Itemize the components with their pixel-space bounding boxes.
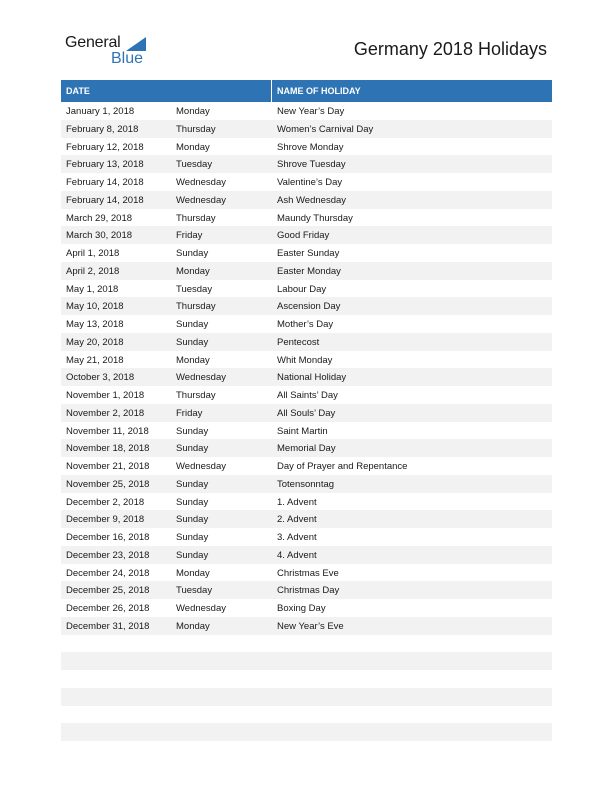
table-row: [61, 120, 552, 138]
cell-holiday-name: Labour Day: [277, 283, 327, 295]
cell-holiday-name: Whit Monday: [277, 354, 333, 366]
cell-date: May 21, 2018: [66, 354, 124, 366]
cell-holiday-name: Good Friday: [277, 230, 330, 242]
cell-date: March 30, 2018: [66, 230, 133, 242]
cell-holiday-name: Maundy Thursday: [277, 212, 353, 224]
cell-weekday: Sunday: [176, 425, 209, 437]
table-row: [61, 670, 552, 688]
cell-holiday-name: Christmas Day: [277, 585, 340, 597]
table-row: [61, 457, 552, 475]
table-row: [61, 617, 552, 635]
cell-holiday-name: Totensonntag: [277, 478, 335, 490]
cell-weekday: Thursday: [176, 390, 216, 401]
cell-date: November 25, 2018: [66, 478, 150, 490]
table-row: [61, 688, 552, 706]
cell-weekday: Sunday: [176, 319, 209, 330]
cell-holiday-name: Memorial Day: [277, 443, 336, 455]
table-row: [61, 475, 552, 493]
cell-holiday-name: All Souls’ Day: [277, 407, 336, 419]
table-row: [61, 386, 552, 404]
cell-holiday-name: Valentine’s Day: [277, 177, 343, 188]
cell-date: February 13, 2018: [66, 159, 144, 171]
header-date: DATE: [66, 86, 90, 96]
logo-word-blue: Blue: [111, 50, 144, 67]
table-row: [61, 138, 552, 156]
table-row: [61, 262, 552, 280]
cell-weekday: Sunday: [176, 514, 209, 526]
cell-weekday: Sunday: [176, 549, 209, 561]
cell-weekday: Sunday: [176, 478, 209, 490]
cell-holiday-name: Ascension Day: [277, 301, 341, 313]
table-row: [61, 510, 552, 528]
cell-weekday: Monday: [176, 567, 210, 579]
cell-weekday: Wednesday: [176, 372, 226, 384]
table-row: [61, 297, 552, 315]
table-row: [61, 155, 552, 173]
table-row: [61, 333, 552, 351]
cell-holiday-name: Saint Martin: [277, 425, 328, 437]
cell-holiday-name: Ash Wednesday: [277, 194, 347, 206]
cell-weekday: Thursday: [176, 212, 216, 224]
cell-holiday-name: Shrove Tuesday: [277, 159, 346, 171]
table-row: [61, 493, 552, 511]
cell-holiday-name: Easter Sunday: [277, 248, 340, 259]
cell-weekday: Friday: [176, 230, 203, 242]
table-row: [61, 226, 552, 244]
cell-weekday: Wednesday: [176, 603, 226, 614]
cell-date: May 10, 2018: [66, 301, 124, 313]
cell-holiday-name: 1. Advent: [277, 496, 317, 508]
table-row: [61, 652, 552, 670]
cell-holiday-name: National Holiday: [277, 372, 347, 384]
cell-date: December 26, 2018: [66, 603, 150, 614]
cell-weekday: Sunday: [176, 443, 209, 455]
cell-weekday: Sunday: [176, 532, 209, 543]
cell-holiday-name: New Year’s Day: [277, 106, 345, 117]
cell-date: May 20, 2018: [66, 336, 124, 348]
cell-holiday-name: All Saints’ Day: [277, 390, 338, 401]
cell-date: December 9, 2018: [66, 514, 145, 526]
table-row: [61, 564, 552, 582]
table-row: [61, 528, 552, 546]
table-row: [61, 280, 552, 298]
cell-weekday: Tuesday: [176, 159, 213, 171]
cell-holiday-name: New Year’s Eve: [277, 620, 344, 632]
cell-date: February 14, 2018: [66, 194, 144, 206]
holiday-table: [61, 80, 552, 741]
table-row: [61, 315, 552, 333]
cell-holiday-name: Women’s Carnival Day: [277, 123, 374, 135]
cell-date: December 16, 2018: [66, 532, 150, 543]
cell-holiday-name: Mother’s Day: [277, 319, 334, 330]
cell-holiday-name: 4. Advent: [277, 549, 317, 561]
cell-weekday: Monday: [176, 354, 210, 366]
logo-word-general: General: [65, 34, 121, 51]
cell-date: February 14, 2018: [66, 177, 144, 188]
cell-holiday-name: 3. Advent: [277, 532, 317, 543]
cell-holiday-name: Easter Monday: [277, 265, 341, 277]
cell-weekday: Wednesday: [176, 461, 226, 472]
cell-date: November 11, 2018: [66, 425, 149, 437]
cell-holiday-name: 2. Advent: [277, 514, 317, 526]
table-row: [61, 191, 552, 209]
cell-weekday: Thursday: [176, 301, 216, 313]
cell-holiday-name: Boxing Day: [277, 603, 326, 614]
cell-date: December 31, 2018: [66, 620, 150, 632]
cell-weekday: Sunday: [176, 336, 209, 348]
table-row: [61, 439, 552, 457]
cell-date: November 21, 2018: [66, 461, 150, 472]
table-row: [61, 546, 552, 564]
table-row: [61, 723, 552, 741]
cell-date: December 25, 2018: [66, 585, 150, 597]
cell-weekday: Friday: [176, 407, 203, 419]
cell-weekday: Monday: [176, 265, 210, 277]
cell-weekday: Sunday: [176, 248, 209, 259]
cell-weekday: Monday: [176, 620, 210, 632]
table-row: [61, 599, 552, 617]
cell-date: May 13, 2018: [66, 319, 124, 330]
cell-holiday-name: Pentecost: [277, 336, 320, 348]
cell-holiday-name: Day of Prayer and Repentance: [277, 461, 408, 472]
table-row: [61, 368, 552, 386]
cell-date: November 1, 2018: [66, 390, 145, 401]
cell-date: May 1, 2018: [66, 283, 119, 295]
table-row: [61, 244, 552, 262]
cell-weekday: Monday: [176, 141, 210, 153]
cell-date: December 23, 2018: [66, 549, 150, 561]
logo-triangle-icon: [126, 37, 146, 51]
cell-weekday: Tuesday: [176, 585, 213, 597]
cell-weekday: Wednesday: [176, 194, 226, 206]
cell-weekday: Sunday: [176, 496, 209, 508]
cell-weekday: Tuesday: [176, 283, 213, 295]
cell-date: December 2, 2018: [66, 496, 145, 508]
generalblue-logo: [65, 34, 155, 70]
table-row: [61, 635, 552, 653]
table-row: [61, 404, 552, 422]
table-row: [61, 422, 552, 440]
cell-date: April 2, 2018: [66, 265, 120, 277]
cell-date: February 8, 2018: [66, 123, 139, 135]
cell-date: February 12, 2018: [66, 141, 144, 153]
cell-date: April 1, 2018: [66, 248, 120, 259]
cell-date: November 18, 2018: [66, 443, 150, 455]
table-row: [61, 102, 552, 120]
cell-date: October 3, 2018: [66, 372, 135, 384]
table-header: [61, 80, 552, 102]
table-row: [61, 173, 552, 191]
cell-weekday: Wednesday: [176, 177, 226, 188]
table-row: [61, 706, 552, 724]
table-row: [61, 351, 552, 369]
cell-weekday: Monday: [176, 106, 210, 117]
page-title: Germany 2018 Holidays: [353, 39, 547, 59]
header-holiday-name: NAME OF HOLIDAY: [277, 86, 361, 96]
table-row: [61, 581, 552, 599]
cell-holiday-name: Christmas Eve: [277, 567, 339, 579]
cell-date: January 1, 2018: [66, 106, 135, 117]
cell-date: November 2, 2018: [66, 407, 145, 419]
header-divider: [271, 80, 272, 102]
table-row: [61, 209, 552, 227]
cell-holiday-name: Shrove Monday: [277, 141, 344, 153]
cell-date: March 29, 2018: [66, 212, 133, 224]
cell-date: December 24, 2018: [66, 567, 150, 579]
table-body: [61, 102, 552, 741]
cell-weekday: Thursday: [176, 123, 216, 135]
